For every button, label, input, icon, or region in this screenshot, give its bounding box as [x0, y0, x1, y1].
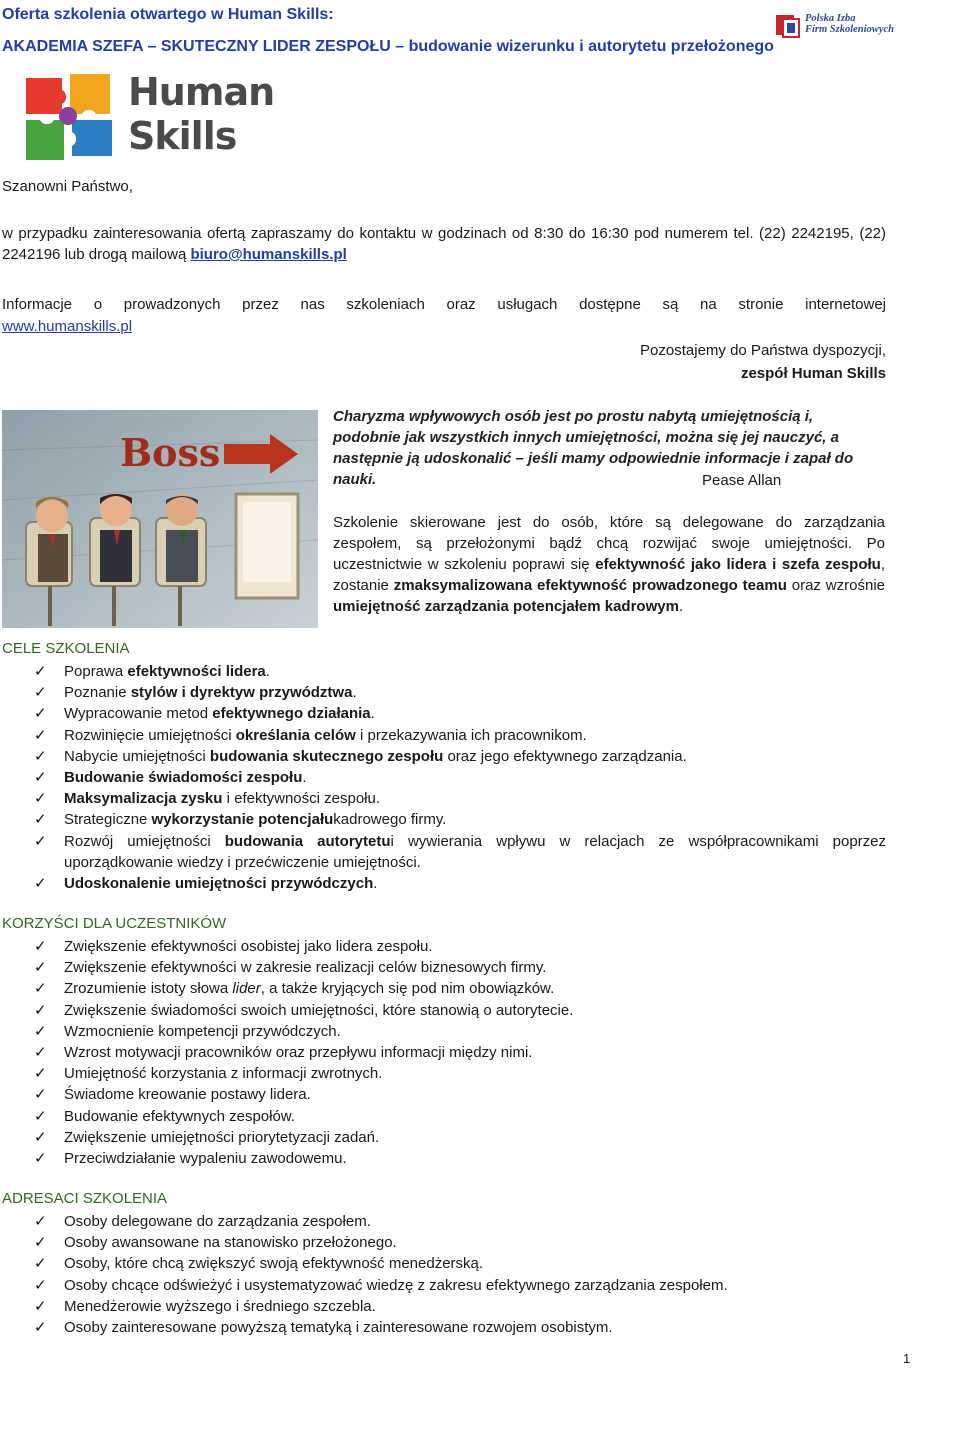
list-item [34, 746, 886, 767]
list-item-text: . [265, 663, 270, 680]
list-item [34, 703, 886, 724]
checkmark-icon: ✓ [34, 811, 47, 829]
quote-author: Pease Allan [702, 472, 782, 489]
list-item-text: Świadome kreowanie postawy lidera. [64, 1086, 311, 1104]
list-item-text: oraz jego efektywnego zarządzania. [443, 747, 687, 765]
list-item [34, 1042, 886, 1063]
list-item [34, 1296, 886, 1317]
list-item-text: Wzmocnienie kompetencji przywódczych. [64, 1022, 341, 1040]
puzzle-logo-icon [22, 70, 120, 162]
list-item-label [64, 790, 380, 807]
course-title: AKADEMIA SZEFA – SKUTECZNY LIDER ZESPOŁU – budowanie wizerunku i autorytetu przełożonego [2, 38, 774, 55]
website-link[interactable]: www.humanskills.pl [2, 318, 133, 335]
list-item-label [64, 1255, 483, 1272]
list-item [34, 1021, 886, 1042]
description-text: zmaksymalizowana efektywność prowadzonego teamu [393, 577, 787, 594]
page-number: 1 [903, 1351, 911, 1366]
list-item-label [64, 980, 554, 997]
list-item [34, 1232, 886, 1253]
checkmark-icon: ✓ [34, 1022, 47, 1040]
list-item-label [64, 1023, 341, 1040]
list-item-label [64, 1002, 573, 1019]
list-item-label [64, 1234, 397, 1251]
list-item-label [64, 705, 375, 722]
checkmark-icon: ✓ [34, 1001, 47, 1019]
list-item-label [64, 875, 377, 892]
pifs-logo-text-1: Polska Izba [805, 13, 856, 24]
greeting: Szanowni Państwo, [2, 178, 133, 195]
checkmark-icon: ✓ [34, 1086, 47, 1104]
checkmark-icon: ✓ [34, 1065, 47, 1083]
list-item [34, 831, 886, 873]
description-text: umiejętność zarządzania potencjałem kadrowym [333, 598, 679, 615]
list-item [34, 1148, 886, 1169]
list-item-text: Zwiększenie efektywności w zakresie realizacji celów biznesowych firmy. [64, 959, 547, 977]
list-item-text: Poznanie [64, 684, 131, 702]
list-item-text: Udoskonalenie umiejętności przywódczych [64, 875, 374, 893]
pifs-logo-icon [775, 12, 805, 40]
list-item-text: Zwiększenie efektywności osobistej jako lidera zespołu. [64, 938, 433, 955]
list-item-label [64, 1129, 379, 1146]
list-item [34, 873, 886, 894]
list-item-text: budowania autorytetu [224, 832, 391, 850]
checkmark-icon: ✓ [34, 663, 47, 680]
pifs-logo-text-2: Firm Szkoleniowych [805, 24, 894, 35]
list-item-text: i wywierania wpływu w relacjach ze współpracownikami poprzez uporządkowanie wiedzy i przećwiczenie umiejętności. [64, 832, 887, 871]
list-item [34, 1275, 886, 1296]
list-item-text: Strategiczne [64, 811, 152, 829]
list-item [34, 957, 886, 978]
list-item [34, 682, 886, 703]
info-paragraph-line2 [2, 316, 132, 337]
checkmark-icon: ✓ [34, 705, 47, 723]
course-description [333, 512, 885, 617]
list-item-text: określania celów [235, 726, 356, 744]
list-item-text: Osoby awansowane na stanowisko przełożonego. [64, 1234, 397, 1252]
checkmark-icon: ✓ [34, 938, 47, 955]
checkmark-icon: ✓ [34, 1234, 47, 1252]
list-item [34, 978, 886, 999]
list-item-text: Menedżerowie wyższego i średniego szczebla. [64, 1297, 376, 1315]
list-item-text: Osoby delegowane do zarządzania zespołem. [64, 1213, 371, 1230]
list-item [34, 1000, 886, 1021]
list-item-text: efektywnego działania [212, 705, 371, 723]
list-item-text: Wypracowanie metod [64, 705, 213, 723]
list-item [34, 1106, 886, 1127]
goals-list [34, 661, 886, 894]
checkmark-icon: ✓ [34, 1128, 47, 1146]
description-text: oraz wzrośnie [786, 577, 885, 594]
list-item-text: efektywności lidera [127, 663, 266, 680]
logo-word-human: Human [128, 70, 275, 114]
list-item [34, 1063, 886, 1084]
list-item-text: , a także kryjących się pod nim obowiązków. [260, 980, 555, 998]
checkmark-icon: ✓ [34, 747, 47, 765]
list-item-label [64, 1044, 532, 1061]
list-item [34, 1084, 886, 1105]
info-text: Informacje o prowadzonych przez nas szkoleniach oraz usługach dostępne są na stronie internetowej [2, 296, 886, 313]
list-item [34, 1127, 886, 1148]
boss-illustration-image [2, 410, 318, 628]
list-item-text: Osoby zainteresowane powyższą tematyką i zainteresowane rozwojem osobistym. [64, 1319, 613, 1337]
list-item-text: i przekazywania ich pracownikom. [355, 726, 587, 744]
list-item-text: . [302, 769, 307, 787]
list-item-label [64, 1298, 376, 1315]
list-item-text: Budowanie efektywnych zespołów. [64, 1107, 295, 1125]
benefits-list [34, 936, 886, 1169]
list-item-text: Zwiększenie umiejętności priorytetyzacji zadań. [64, 1128, 380, 1146]
description-text: efektywność jako lidera i szefa zespołu [595, 556, 881, 573]
list-item [34, 1317, 886, 1338]
list-item-text: Zrozumienie istoty słowa [64, 980, 233, 998]
list-item-text: Nabycie umiejętności [64, 747, 210, 765]
list-item-label [64, 1213, 371, 1230]
quote-text [333, 406, 873, 490]
list-item-text: Wzrost motywacji pracowników oraz przepływu informacji między nimi. [64, 1044, 533, 1062]
offer-title: Oferta szkolenia otwartego w Human Skills: [2, 6, 334, 23]
checkmark-icon: ✓ [34, 1297, 47, 1315]
checkmark-icon: ✓ [34, 832, 47, 850]
checkmark-icon: ✓ [34, 980, 47, 998]
list-item-label [64, 748, 687, 765]
section-title-audience: ADRESACI SZKOLENIA [2, 1190, 168, 1207]
list-item-label [64, 727, 587, 744]
list-item-text: . [352, 684, 357, 702]
checkmark-icon: ✓ [34, 769, 47, 787]
pifs-logo [775, 12, 900, 42]
checkmark-icon: ✓ [34, 1255, 47, 1273]
list-item-text: Przeciwdziałanie wypaleniu zawodowemu. [64, 1150, 347, 1168]
quote-body: Charyzma wpływowych osób jest po prostu nabytą umiejętnością i, podobnie jak wszystkich innych umiejętności, można się jej nauczyć, a następnie ją udoskonalić – jeśli mamy odpowiednie informacje i zapał do nauki. [333, 408, 854, 488]
list-item-text: Maksymalizacja zysku [64, 790, 223, 808]
boss-sign-text: Boss [120, 430, 221, 475]
list-item-label [64, 1319, 613, 1336]
list-item-label [64, 811, 446, 828]
closing-signature: zespół Human Skills [740, 365, 886, 382]
list-item-label [64, 959, 546, 976]
list-item-text: Budowanie świadomości zespołu [64, 769, 303, 787]
audience-list [34, 1211, 886, 1338]
list-item [34, 936, 886, 957]
list-item-label [64, 684, 357, 701]
list-item-label [64, 833, 886, 871]
list-item-text: Rozwój umiejętności [64, 832, 225, 850]
list-item [34, 1253, 886, 1274]
checkmark-icon: ✓ [34, 1044, 47, 1062]
checkmark-icon: ✓ [34, 790, 47, 808]
list-item-label [64, 663, 270, 680]
section-title-goals: CELE SZKOLENIA [2, 640, 130, 657]
checkmark-icon: ✓ [34, 959, 47, 977]
checkmark-icon: ✓ [34, 1150, 47, 1168]
list-item-text: Osoby, które chcą zwiększyć swoją efektywność menedżerską. [64, 1255, 484, 1273]
list-item-text: Poprawa [64, 663, 128, 680]
checkmark-icon: ✓ [34, 1107, 47, 1125]
human-skills-logo [22, 70, 275, 162]
list-item-label [64, 769, 307, 786]
list-item-label [64, 938, 433, 955]
description-text: . [678, 598, 684, 615]
description-text: Szkolenie skierowane jest do osób, które są delegowane do zarządzania zespołem, są przełożonymi bądź chcą rozwijać swoje umiejętności. Po uczestnictwie w szkoleniu poprawi się [333, 514, 885, 573]
list-item [34, 767, 886, 788]
section-title-benefits: KORZYŚCI DLA UCZESTNIKÓW [2, 915, 227, 932]
list-item-text: Umiejętność korzystania z informacji zwrotnych. [64, 1065, 383, 1083]
list-item-text: i efektywności zespołu. [222, 790, 381, 808]
boss-illustration [2, 410, 318, 628]
checkmark-icon: ✓ [34, 726, 47, 744]
list-item-label [64, 1277, 728, 1294]
contact-text: w przypadku zainteresowania ofertą zapraszamy do kontaktu w godzinach od 8:30 do 16:30 pod numerem tel. (22) 2242195, (22) 2242196 lub drogą mailową [2, 225, 886, 263]
info-paragraph-line1 [2, 294, 886, 315]
logo-word-skills: Skills [128, 114, 237, 158]
email-link[interactable]: biuro@humanskills.pl [190, 246, 347, 263]
checkmark-icon: ✓ [34, 1276, 47, 1294]
list-item [34, 788, 886, 809]
contact-paragraph [2, 223, 886, 265]
checkmark-icon: ✓ [34, 875, 47, 893]
list-item [34, 725, 886, 746]
closing-line: Pozostajemy do Państwa dyspozycji, [640, 342, 886, 359]
list-item-text: stylów i dyrektyw przywództwa [130, 684, 353, 702]
checkmark-icon: ✓ [34, 684, 47, 702]
list-item-text: . [370, 705, 375, 723]
list-item [34, 661, 886, 682]
list-item-text: wykorzystanie potencjału [151, 811, 334, 829]
list-item-text: Osoby chcące odświeżyć i usystematyzować wiedzę z zakresu efektywnego zarządzania zespołem. [64, 1276, 728, 1294]
list-item [34, 1211, 886, 1232]
description-text: , zostanie [333, 556, 885, 594]
list-item-label [64, 1086, 311, 1103]
list-item-text: budowania skutecznego zespołu [209, 747, 444, 765]
list-item-text: Zwiększenie świadomości swoich umiejętności, które stanowią o autorytecie. [64, 1001, 574, 1019]
list-item-text: kadrowego firmy. [333, 811, 447, 829]
list-item-text: lider [232, 980, 261, 998]
list-item [34, 809, 886, 830]
list-item-text: . [373, 875, 378, 893]
list-item-label [64, 1150, 347, 1167]
list-item-label [64, 1065, 382, 1082]
list-item-label [64, 1108, 295, 1125]
checkmark-icon: ✓ [34, 1319, 47, 1337]
checkmark-icon: ✓ [34, 1213, 47, 1230]
list-item-text: Rozwinięcie umiejętności [64, 726, 236, 744]
